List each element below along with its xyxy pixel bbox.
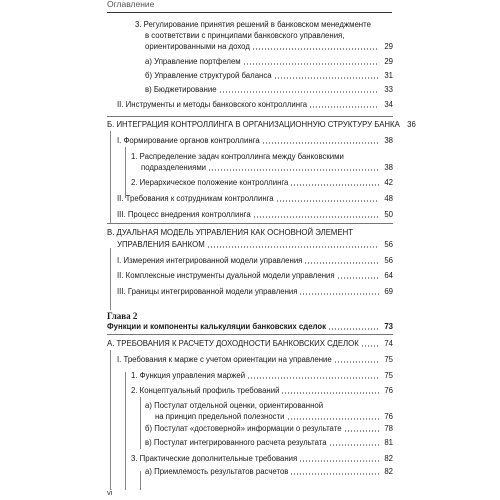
entry-text: а) Постулат отдельной оценки, ориентированной [145, 401, 324, 410]
toc-entry[interactable] [131, 152, 393, 162]
dot-leader [329, 444, 379, 446]
toc-entry[interactable] [141, 163, 393, 173]
page-number: 38 [384, 136, 393, 145]
entry-text: 1. Распределение задач контроллинга между банковскими [131, 152, 344, 161]
page-number: 82 [384, 467, 393, 476]
dot-leader [290, 184, 379, 186]
page-number: 69 [384, 287, 393, 296]
page-number: 76 [384, 412, 393, 421]
toc-entry[interactable] [135, 20, 393, 30]
indent-rule-level3 [140, 397, 141, 449]
entry-text: I. Формирование органов контроллинга [117, 136, 260, 145]
toc-entry[interactable] [145, 42, 393, 52]
dot-leader [281, 392, 379, 394]
dot-leader [252, 48, 379, 50]
indent-rule-level1 [110, 350, 111, 490]
page-number: 74 [384, 339, 393, 348]
entry-text: II. Требования к сотрудникам контроллинга [117, 194, 274, 203]
page-number: 33 [384, 85, 393, 94]
toc-entry[interactable] [131, 386, 393, 396]
indent-rule-level2 [125, 147, 126, 198]
toc-entry[interactable] [145, 467, 393, 477]
toc-entry[interactable] [107, 120, 416, 130]
section-divider [107, 116, 393, 117]
page-number: 64 [384, 271, 393, 280]
dot-leader [247, 377, 379, 379]
page-number: 82 [384, 454, 393, 463]
entry-text: II. Инструменты и методы банковского контроллинга [117, 100, 308, 109]
dot-leader [276, 200, 379, 202]
toc-entry[interactable] [117, 271, 393, 281]
entry-text: в соответствии с принципами банковского управления, [145, 31, 345, 40]
page-number: 75 [384, 371, 393, 380]
toc-entry[interactable] [145, 57, 393, 67]
entry-text: б) Управление структурой баланса [145, 71, 272, 80]
entry-text: Функции и компоненты калькуляции банковских сделок [107, 322, 327, 331]
chapter-label: Глава 2 [107, 311, 138, 321]
entry-text: УПРАВЛЕНИЯ БАНКОМ [117, 240, 205, 249]
page-number: 76 [384, 386, 393, 395]
table-of-contents [107, 0, 416, 500]
page-number: 56 [384, 256, 393, 265]
dot-leader [207, 246, 379, 248]
section-divider [107, 223, 393, 224]
entry-text: 2. Концептуальный профиль требований [131, 386, 280, 395]
page-number: 31 [384, 71, 393, 80]
page-number: 29 [384, 42, 393, 51]
dot-leader [299, 293, 379, 295]
page-number: 75 [384, 355, 393, 364]
page-number: 29 [384, 57, 393, 66]
indent-rule-level3 [140, 471, 141, 490]
section-divider [107, 334, 393, 335]
entry-text: В. ДУАЛЬНАЯ МОДЕЛЬ УПРАВЛЕНИЯ КАК ОСНОВНОЙ ЭЛЕМЕНТ [107, 228, 353, 237]
dot-leader [344, 430, 379, 432]
toc-entry[interactable] [131, 178, 393, 188]
toc-entry[interactable] [131, 454, 393, 464]
toc-entry[interactable] [117, 136, 393, 146]
entry-text: III. Процесс внедрения контроллинга [117, 210, 251, 219]
entry-text: I. Требования к марже с учетом ориентации на управление [117, 355, 332, 364]
dot-leader [304, 262, 379, 264]
toc-entry[interactable] [145, 31, 393, 41]
page-number: 81 [384, 438, 393, 447]
toc-entry[interactable] [145, 438, 393, 448]
toc-entry[interactable] [117, 287, 393, 297]
toc-entry[interactable] [145, 424, 393, 434]
dot-leader [309, 106, 379, 108]
entry-text: а) Управление портфелем [145, 57, 241, 66]
entry-text: в) Постулат интегрированного расчета результата [145, 438, 327, 447]
page-folio: vi [107, 488, 113, 497]
entry-text: III. Границы интегрированной модели управления [117, 287, 298, 296]
dot-leader [262, 142, 379, 144]
page-number: 38 [384, 163, 393, 172]
dot-leader [274, 77, 379, 79]
dot-leader [361, 345, 379, 347]
entry-text: Б. ИНТЕГРАЦИЯ КОНТРОЛЛИНГА В ОРГАНИЗАЦИОННУЮ СТРУКТУРУ БАНКА [107, 120, 400, 129]
indent-rule-level1 [110, 248, 111, 310]
toc-entry[interactable] [145, 401, 393, 411]
entry-text: А. ТРЕБОВАНИЯ К РАСЧЕТУ ДОХОДНОСТИ БАНКОВСКИХ СДЕЛОК [107, 339, 359, 348]
dot-leader [219, 91, 379, 93]
page-number: 56 [384, 240, 393, 249]
entry-text: 3. Практические дополнительные требования [131, 454, 298, 463]
toc-entry[interactable] [155, 412, 393, 422]
dot-leader [290, 473, 379, 475]
running-head-title: Оглавление [107, 0, 155, 9]
dot-leader [253, 216, 379, 218]
page-number: 50 [384, 210, 393, 219]
entry-text: подразделениями [141, 163, 207, 172]
page-number: 36 [407, 120, 416, 129]
toc-entry[interactable] [145, 85, 393, 95]
dot-leader [299, 460, 379, 462]
entry-text: 2. Иерархическое положение контроллинга [131, 178, 289, 187]
page-number: 48 [384, 194, 393, 203]
entry-text: II. Комплексные инструменты дуальной модели управления [117, 271, 335, 280]
entry-text: а) Приемлемость результатов расчетов [145, 467, 289, 476]
toc-entry[interactable] [131, 371, 393, 381]
page-number: 78 [384, 424, 393, 433]
page-number: 73 [384, 322, 393, 331]
entry-text: б) Постулат «достоверной» информации о результате [145, 424, 342, 433]
toc-entry[interactable] [117, 194, 393, 204]
entry-text: 3. Регулирование принятия решений в банковском менеджменте [135, 20, 371, 29]
entry-text: в) Бюджетирование [145, 85, 217, 94]
dot-leader [334, 361, 379, 363]
page-number: 42 [384, 178, 393, 187]
toc-entry[interactable] [117, 100, 393, 110]
dot-leader [208, 169, 379, 171]
toc-entry[interactable] [107, 228, 393, 238]
indent-rule-level1 [110, 131, 111, 223]
entry-text: на принцип предельной полезности [155, 412, 285, 421]
entry-text: ориентированными на доход [145, 42, 250, 51]
page-number: 34 [384, 100, 393, 109]
toc-entry[interactable] [117, 256, 393, 266]
toc-entry[interactable] [117, 240, 393, 250]
entry-text: I. Измерения интегрированной модели управления [117, 256, 303, 265]
toc-entry[interactable] [117, 355, 393, 365]
dot-leader [337, 277, 379, 279]
entry-text: 1. Функция управления маржей [131, 371, 246, 380]
dot-leader [243, 63, 379, 65]
toc-entry[interactable] [117, 210, 393, 220]
toc-entry[interactable] [107, 339, 393, 349]
toc-entry[interactable] [107, 322, 393, 332]
toc-entry[interactable] [145, 71, 393, 81]
dot-leader [328, 328, 379, 330]
indent-rule-level2 [125, 372, 126, 490]
dot-leader [287, 418, 379, 420]
